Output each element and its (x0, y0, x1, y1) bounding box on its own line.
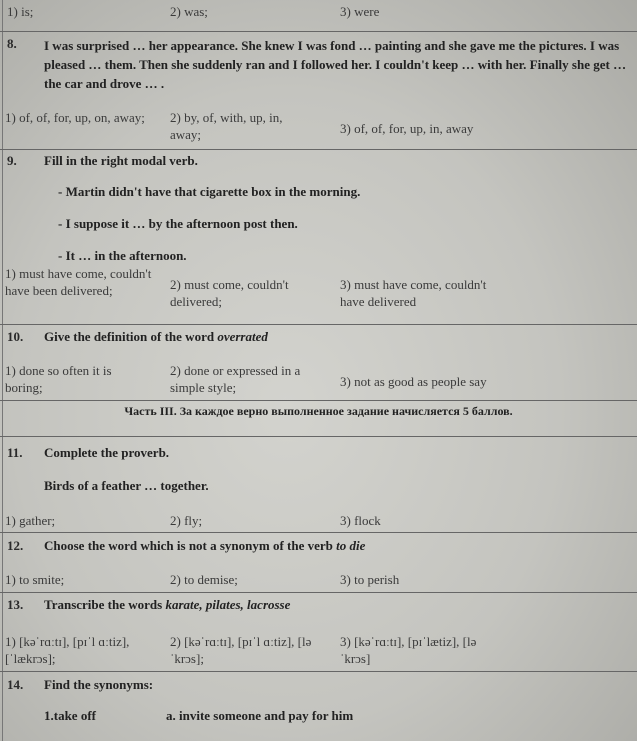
question-text: I was surprised … her appearance. She knew I was fond … painting and she gave me the pictures. I was pleased … them. Then she suddenly ran and I followed her. I couldn't keep … with her. Finally she get … the car and drove … . (44, 38, 627, 91)
question-title: Find the synonyms: (44, 677, 154, 692)
divider (0, 324, 637, 325)
option-2: 2) [kəˈrɑːtɪ], [pɪˈl ɑːtiz], [ləˈkrɔs]; (170, 634, 312, 666)
divider (0, 400, 637, 401)
synonym-left-item: 1.take off (44, 708, 96, 723)
table-border-left (2, 0, 3, 741)
dialogue-line: - It … in the afternoon. (58, 248, 187, 263)
question-number: 14. (7, 677, 24, 692)
dialogue-line: - I suppose it … by the afternoon post then. (58, 216, 298, 231)
option-2: 2) done or expressed in a simple style; (170, 363, 301, 395)
option-1: 1) done so often it is boring; (5, 363, 112, 395)
target-words: karate, pilates, lacrosse (165, 597, 291, 612)
question-title-text: Transcribe the words (44, 597, 163, 612)
target-word: to die (336, 538, 366, 553)
proverb: Birds of a feather … together. (44, 478, 209, 493)
question-title-text: Choose the word which is not a synonym of the verb (44, 538, 333, 553)
option-1: 1) is; (7, 4, 34, 19)
question-number: 10. (7, 329, 24, 344)
dialogue-line: - Martin didn't have that cigarette box in the morning. (58, 184, 361, 199)
question-number: 9. (7, 153, 17, 168)
question-title (44, 329, 268, 345)
option-3: 3) not as good as people say (340, 374, 487, 389)
divider (0, 436, 637, 437)
option-3: 3) [kəˈrɑːtɪ], [pɪˈlætiz], [ləˈkrɔs] (340, 634, 477, 666)
divider (0, 671, 637, 672)
option-1: 1) gather; (5, 513, 56, 528)
question-number: 13. (7, 597, 24, 612)
option-3: 3) were (340, 4, 380, 19)
option-1: 1) to smite; (5, 572, 65, 587)
option-3: 3) of, of, for, up, in, away (340, 121, 474, 136)
question-title (44, 597, 290, 613)
option-2: 2) by, of, with, up, in, away; (170, 110, 283, 142)
option-3: 3) flock (340, 513, 381, 528)
option-2: 2) to demise; (170, 572, 238, 587)
divider (0, 592, 637, 593)
option-1: 1) [kəˈrɑːtɪ], [pɪˈl ɑːtiz], [ˈlækrɔs]; (5, 634, 130, 666)
question-title (44, 538, 365, 554)
question-title-text: Give the definition of the word (44, 329, 215, 344)
option-1: 1) of, of, for, up, on, away; (5, 110, 145, 125)
question-number: 8. (7, 36, 17, 51)
option-3: 3) to perish (340, 572, 400, 587)
question-title: Fill in the right modal verb. (44, 153, 198, 168)
option-2: 2) fly; (170, 513, 203, 528)
option-2: 2) must come, couldn't delivered; (170, 277, 289, 309)
question-title: Complete the proverb. (44, 445, 170, 460)
option-1: 1) must have come, couldn't have been delivered; (5, 266, 152, 298)
question-number: 11. (7, 445, 23, 460)
option-3: 3) must have come, couldn't have delivered (340, 277, 487, 309)
divider (0, 31, 637, 32)
option-2: 2) was; (170, 4, 208, 19)
divider (0, 149, 637, 150)
part-3-heading: Часть III. За каждое верно выполненное задание начисляется 5 баллов. (124, 404, 513, 418)
target-word: overrated (217, 329, 268, 344)
divider (0, 532, 637, 533)
synonym-right-item: a. invite someone and pay for him (166, 708, 354, 723)
question-number: 12. (7, 538, 24, 553)
